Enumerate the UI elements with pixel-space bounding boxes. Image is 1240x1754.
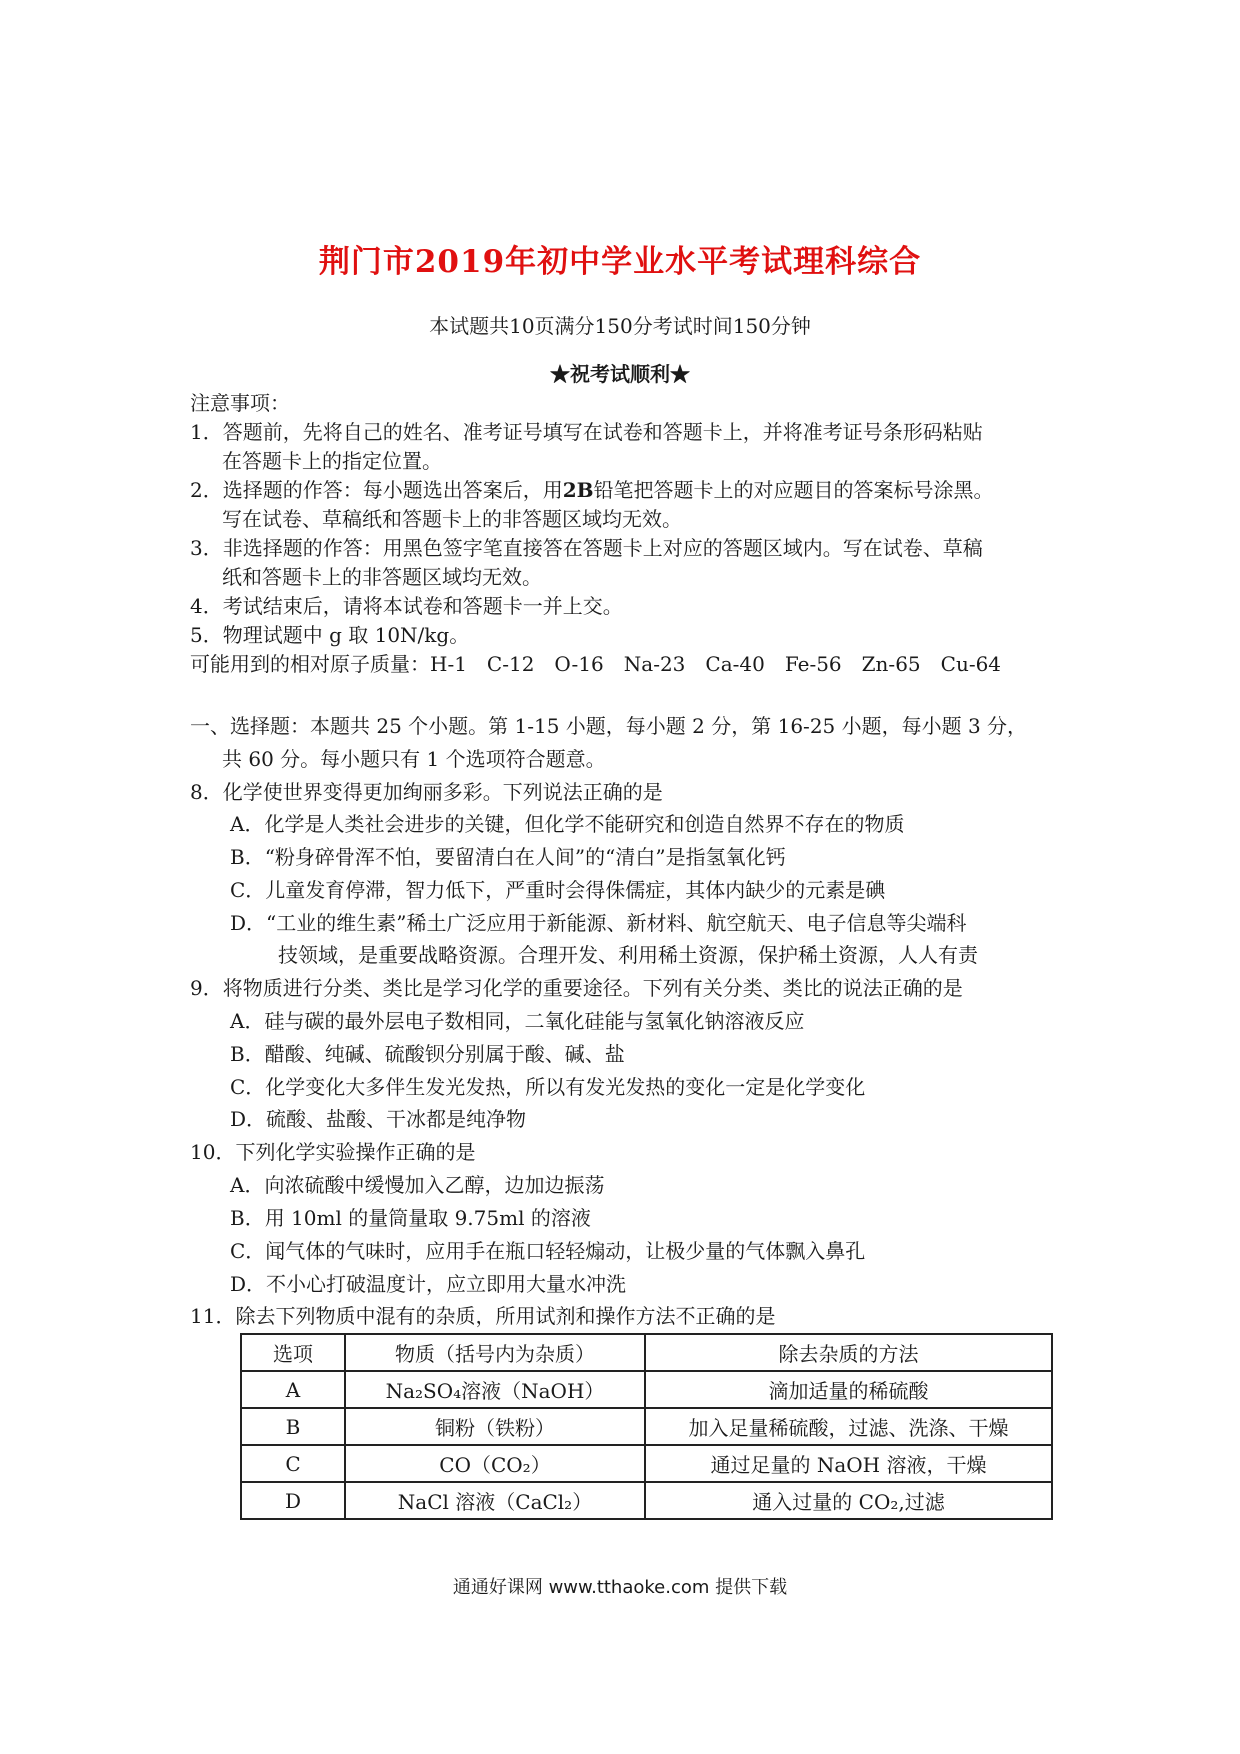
table-cell: 铜粉（铁粉） [345, 1408, 645, 1445]
q8-option-b: B．“粉身碎骨浑不怕，要留清白在人间”的“清白”是指氢氧化钙 [230, 845, 786, 869]
q10-option-b: B．用 10ml 的量筒量取 9.75ml 的溶液 [230, 1206, 591, 1230]
q10-option-d: D．不小心打破温度计，应立即用大量水冲洗 [230, 1272, 627, 1296]
table-header-row [241, 1334, 1052, 1371]
table-row [241, 1445, 1052, 1482]
table-cell: D [241, 1482, 345, 1519]
table-header: 物质（括号内为杂质） [345, 1334, 645, 1371]
q9-option-b: B．醋酸、纯碱、硫酸钡分别属于酸、碱、盐 [230, 1042, 625, 1066]
notice-item-3: 3．非选择题的作答：用黑色签字笔直接答在答题卡上对应的答题区域内。写在试卷、草稿 [190, 536, 983, 560]
notice-item-2-cont: 写在试卷、草稿纸和答题卡上的非答题区域均无效。 [222, 507, 682, 531]
page-title: 荆门市2019年初中学业水平考试理科综合 [318, 244, 922, 280]
table-cell: C [241, 1445, 345, 1482]
question-11: 11．除去下列物质中混有的杂质，所用试剂和操作方法不正确的是 [190, 1304, 776, 1328]
question-10: 10．下列化学实验操作正确的是 [190, 1140, 476, 1164]
notice-item-1-cont: 在答题卡上的指定位置。 [222, 449, 442, 473]
table-cell: A [241, 1371, 345, 1408]
download-footer: 通通好课网 www.tthaoke.com 提供下载 [452, 1577, 788, 1598]
q8-option-c: C．儿童发育停滞，智力低下，严重时会得侏儒症，其体内缺少的元素是碘 [230, 878, 886, 902]
table-cell: B [241, 1408, 345, 1445]
question-9: 9．将物质进行分类、类比是学习化学的重要途径。下列有关分类、类比的说法正确的是 [190, 976, 963, 1000]
table-row [241, 1371, 1052, 1408]
notice-item-3-cont: 纸和答题卡上的非答题区域均无效。 [222, 565, 542, 589]
table-cell: 通入过量的 CO₂,过滤 [645, 1482, 1052, 1519]
q8-option-a: A．化学是人类社会进步的关键，但化学不能研究和创造自然界不存在的物质 [230, 812, 905, 836]
notice-item-5: 5．物理试题中 g 取 10N/kg。 [190, 623, 470, 647]
table-header: 除去杂质的方法 [645, 1334, 1052, 1371]
notice-item-2-text: 2．选择题的作答：每小题选出答案后，用 [190, 478, 563, 502]
notice-item-2 [190, 476, 994, 504]
q9-option-c: C．化学变化大多伴生发光发热，所以有发光发热的变化一定是化学变化 [230, 1075, 866, 1099]
pencil-grade: 2B [562, 478, 594, 502]
q10-option-c: C．闻气体的气味时，应用手在瓶口轻轻煽动，让极少量的气体飘入鼻孔 [230, 1239, 866, 1263]
notice-heading: 注意事项： [190, 391, 290, 415]
table-cell: 通过足量的 NaOH 溶液，干燥 [645, 1445, 1052, 1482]
notice-item-2-text-end: 铅笔把答题卡上的对应题目的答案标号涂黑。 [593, 478, 994, 502]
table-row [241, 1408, 1052, 1445]
table-cell: Na₂SO₄溶液（NaOH） [345, 1371, 645, 1408]
question-8: 8．化学使世界变得更加绚丽多彩。下列说法正确的是 [190, 780, 663, 804]
exam-info: 本试题共10页满分150分考试时间150分钟 [429, 314, 811, 338]
q9-option-a: A．硅与碳的最外层电子数相同，二氧化硅能与氢氧化钠溶液反应 [230, 1009, 805, 1033]
section-heading-cont: 共 60 分。每小题只有 1 个选项符合题意。 [222, 747, 606, 771]
table-cell: 加入足量稀硫酸，过滤、洗涤、干燥 [645, 1408, 1052, 1445]
q9-option-d: D．硫酸、盐酸、干冰都是纯净物 [230, 1107, 527, 1131]
good-luck-banner: ★祝考试顺利★ [550, 362, 690, 386]
notice-item-1: 1．答题前，先将自己的姓名、准考证号填写在试卷和答题卡上，并将准考证号条形码粘贴 [190, 420, 983, 444]
table-header: 选项 [241, 1334, 345, 1371]
q8-option-d: D．“工业的维生素”稀土广泛应用于新能源、新材料、航空航天、电子信息等尖端科 [230, 911, 967, 935]
table-cell: NaCl 溶液（CaCl₂） [345, 1482, 645, 1519]
notice-item-4: 4．考试结束后，请将本试卷和答题卡一并上交。 [190, 594, 623, 618]
q8-option-d-cont: 技领域，是重要战略资源。合理开发、利用稀土资源，保护稀土资源，人人有责 [278, 943, 978, 967]
impurity-table [240, 1333, 1053, 1520]
table-cell: CO（CO₂） [345, 1445, 645, 1482]
atomic-masses: 可能用到的相对原子质量：H-1 C-12 O-16 Na-23 Ca-40 Fe-56 Zn-65 Cu-64 [190, 652, 1002, 676]
section-heading: 一、选择题：本题共 25 个小题。第 1-15 小题，每小题 2 分，第 16-25 小题，每小题 3 分， [190, 714, 1028, 738]
q10-option-a: A．向浓硫酸中缓慢加入乙醇，边加边振荡 [230, 1173, 605, 1197]
table-cell: 滴加适量的稀硫酸 [645, 1371, 1052, 1408]
table-row [241, 1482, 1052, 1519]
